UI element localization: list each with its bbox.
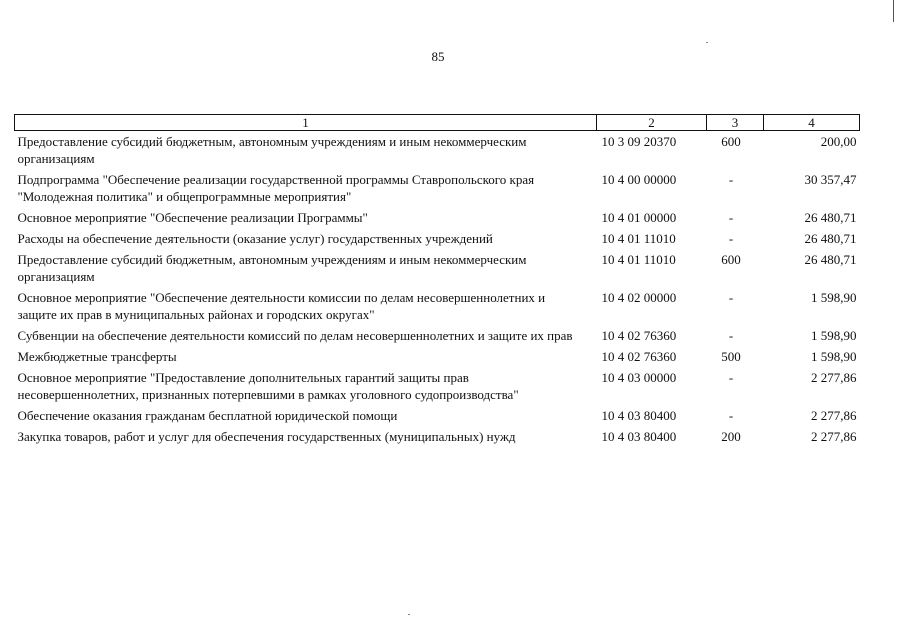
scan-speck (408, 614, 410, 615)
row-sum: 26 480,71 (804, 252, 857, 267)
row-sum: 2 277,86 (811, 408, 857, 423)
table-row (15, 249, 860, 287)
row-kind: - (728, 408, 734, 423)
header-col-1: 1 (15, 115, 597, 131)
row-sum: 1 598,90 (811, 290, 857, 305)
row-code: 10 4 03 80400 (601, 408, 677, 423)
row-name: Подпрограмма "Обеспечение реализации государственной программы Ставропольского края "Молодежная политика" и общепрограммные мероприятия" (17, 172, 535, 204)
budget-table (14, 114, 860, 447)
row-sum: 1 598,90 (811, 349, 857, 364)
row-name: Предоставление субсидий бюджетным, автономным учреждениям и иным некоммерческим организациям (17, 134, 527, 166)
table-row (15, 405, 860, 426)
row-name: Закупка товаров, работ и услуг для обеспечения государственных (муниципальных) нужд (17, 429, 516, 444)
table-row (15, 287, 860, 325)
row-sum: 26 480,71 (804, 231, 857, 246)
table-row (15, 426, 860, 447)
page-number: 85 (431, 49, 445, 64)
row-kind: - (728, 328, 734, 343)
row-kind: - (728, 231, 734, 246)
row-name: Основное мероприятие "Обеспечение деятельности комиссии по делам несовершеннолетних и защите их прав в муниципальных районах и городских округах" (17, 290, 546, 322)
scan-edge-mark (893, 0, 894, 22)
table-row (15, 228, 860, 249)
row-name: Межбюджетные трансферты (17, 349, 177, 364)
table-row (15, 131, 860, 170)
row-sum: 1 598,90 (811, 328, 857, 343)
row-code: 10 4 02 00000 (601, 290, 677, 305)
row-sum: 2 277,86 (811, 370, 857, 385)
row-sum: 2 277,86 (811, 429, 857, 444)
row-name: Основное мероприятие "Обеспечение реализации Программы" (17, 210, 368, 225)
row-kind: 600 (721, 134, 741, 149)
row-sum: 26 480,71 (804, 210, 857, 225)
row-name: Расходы на обеспечение деятельности (оказание услуг) государственных учреждений (17, 231, 493, 246)
row-name: Предоставление субсидий бюджетным, автономным учреждениям и иным некоммерческим организациям (17, 252, 527, 284)
row-kind: - (728, 290, 734, 305)
row-name: Субвенции на обеспечение деятельности комиссий по делам несовершеннолетних и защите их прав (17, 328, 573, 343)
scan-speck (706, 42, 708, 43)
table-row (15, 325, 860, 346)
table-row (15, 367, 860, 405)
row-sum: 30 357,47 (804, 172, 857, 187)
table-row (15, 346, 860, 367)
row-kind: 200 (721, 429, 741, 444)
row-kind: - (728, 370, 734, 385)
table-row (15, 207, 860, 228)
row-name: Обеспечение оказания гражданам бесплатной юридической помощи (17, 408, 398, 423)
row-code: 10 4 02 76360 (601, 328, 677, 343)
row-kind: 600 (721, 252, 741, 267)
header-col-2: 2 (597, 115, 707, 131)
header-row (15, 115, 860, 131)
row-kind: - (728, 210, 734, 225)
row-name: Основное мероприятие "Предоставление дополнительных гарантий защиты прав несовершеннолетних, признанных потерпевшими в рамках уголовного судопроизводства" (17, 370, 519, 402)
row-code: 10 3 09 20370 (601, 134, 677, 149)
row-kind: 500 (721, 349, 741, 364)
row-code: 10 4 00 00000 (601, 172, 677, 187)
row-code: 10 4 02 76360 (601, 349, 677, 364)
row-code: 10 4 03 80400 (601, 429, 677, 444)
header-col-4: 4 (764, 115, 860, 131)
table-row (15, 169, 860, 207)
row-code: 10 4 01 11010 (601, 231, 676, 246)
header-col-3: 3 (707, 115, 764, 131)
row-code: 10 4 03 00000 (601, 370, 677, 385)
row-code: 10 4 01 00000 (601, 210, 677, 225)
row-kind: - (728, 172, 734, 187)
row-code: 10 4 01 11010 (601, 252, 676, 267)
row-sum: 200,00 (820, 134, 857, 149)
